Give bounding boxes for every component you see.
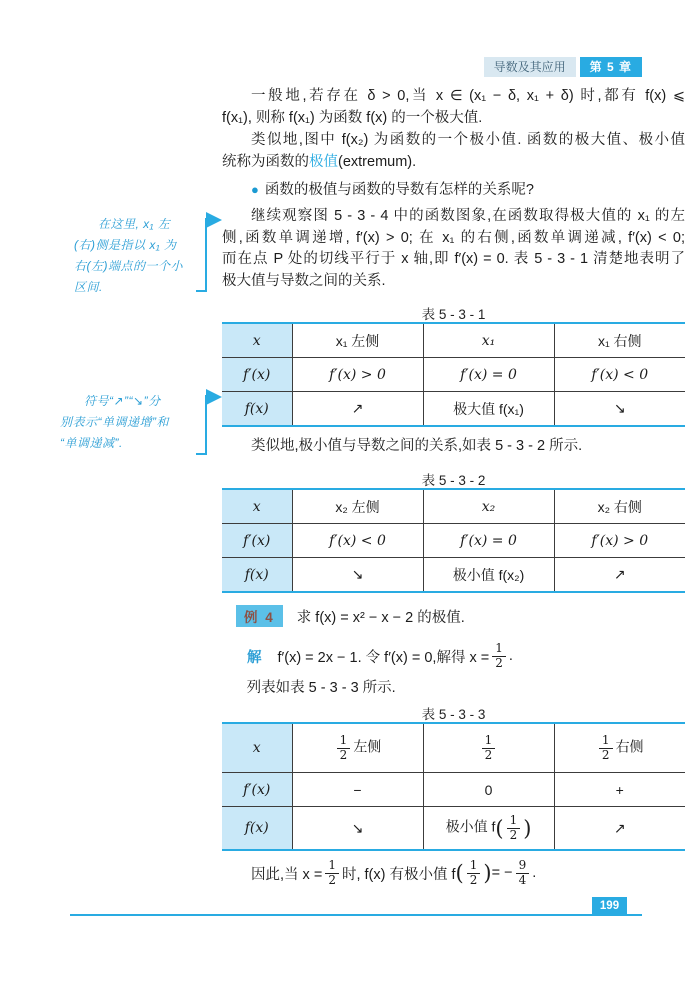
bullet-question-row <box>222 179 685 202</box>
margin-note-arrow-symbols <box>60 391 200 454</box>
table-caption: 表 5 - 3 - 3 <box>421 707 486 722</box>
down-trend-arrow-icon: ↘ <box>554 392 685 427</box>
note-bracket <box>196 218 207 292</box>
footer-rule <box>70 914 642 916</box>
minus-sign: − <box>292 773 423 807</box>
paragraph-table2-intro <box>222 436 685 458</box>
highlighted-term: 极值 <box>309 153 338 170</box>
close-paren: ) <box>523 816 532 841</box>
fraction-nine-fourths: $\frac{9}{4}$ <box>516 859 530 886</box>
table-5-3-2 <box>222 488 685 593</box>
table-cell: x <box>222 489 292 524</box>
table-cell: 0 <box>423 773 554 807</box>
conclusion-text: 因此,当 x = <box>251 866 323 883</box>
table-cell: f′(x) = 0 <box>423 524 554 558</box>
text-segment: 统称为函数的 <box>222 153 309 170</box>
table-cell: x₂ 左侧 <box>292 489 423 524</box>
conclusion-row <box>222 855 685 891</box>
table-caption: 表 5 - 3 - 1 <box>421 307 486 322</box>
table-cell: x₁ <box>423 323 554 358</box>
conclusion-text: = − <box>491 865 513 881</box>
fraction-one-half: $\frac{1}{2}$ <box>325 859 339 886</box>
note-line: 右(左)端点的一个小 <box>74 259 183 273</box>
table-cell <box>554 723 685 773</box>
table-cell: f′(x) <box>222 773 292 807</box>
table-cell: f′(x) = 0 <box>423 358 554 392</box>
page-number-badge: 199 <box>592 897 627 915</box>
min-value-label: 极小值 f <box>445 818 496 835</box>
up-trend-arrow-icon: ↗ <box>292 392 423 427</box>
text-line: 一般地,若存在 δ > 0,当 x ∈ (x₁ − δ, x₁ + δ) 时,都有 f(x) ⩽ <box>251 88 685 104</box>
text-line <box>222 152 685 174</box>
text-line: 类似地,图中 f(x₂) 为函数的一个极小值. 函数的极大值、极小值 <box>251 132 685 148</box>
table-5-3-3 <box>222 722 685 851</box>
header-section-label: 导数及其应用 <box>484 57 576 77</box>
paragraph-definition-maximum <box>222 86 685 129</box>
side-label: 右侧 <box>615 738 644 755</box>
solution-label: 解 <box>247 649 262 666</box>
solution-text: f′(x) = 2x − 1. 令 f′(x) = 0,解得 x = <box>277 649 490 666</box>
page-header <box>484 57 642 77</box>
fraction-one-half: $\frac{1}{2}$ <box>492 642 506 669</box>
example-statement: 求 f(x) = x² − x − 2 的极值. <box>296 609 465 626</box>
open-paren: ( <box>455 861 464 885</box>
table-cell: f′(x) < 0 <box>554 358 685 392</box>
example-badge: 例 4 <box>236 605 283 627</box>
fraction-one-half: $\frac{1}{2}$ <box>467 859 481 886</box>
note-line: (右)侧是指以 x₁ 为 <box>74 238 177 252</box>
table-cell: x <box>222 323 292 358</box>
up-trend-arrow-icon: ↗ <box>554 807 685 851</box>
bullet-icon: ● <box>251 182 259 197</box>
table-cell <box>292 723 423 773</box>
note-line: 区间. <box>74 280 103 294</box>
text-line: 极大值与导数之间的关系. <box>222 272 386 289</box>
table-cell: f(x) <box>222 807 292 851</box>
table-cell: f(x) <box>222 392 292 427</box>
table-cell <box>423 723 554 773</box>
table-cell: f′(x) <box>222 524 292 558</box>
conclusion-text: 时, f(x) 有极小值 f <box>341 866 456 883</box>
down-trend-arrow-icon: ↘ <box>292 807 423 851</box>
text-line: f(x₁), 则称 f(x₁) 为函数 f(x) 的一个极大值. <box>222 109 483 126</box>
text-line: 侧,函数单调递增, f′(x) > 0; 在 x₁ 的右侧,函数单调递减, f′(x) < 0; <box>222 229 685 246</box>
note-line: “单调递减”. <box>60 436 123 450</box>
table-cell: x₂ <box>423 489 554 524</box>
flag-icon <box>206 212 222 228</box>
note-line: 在这里, x₁ 左 <box>98 217 171 231</box>
text-segment: (extremum). <box>338 153 417 170</box>
table-cell: x₂ 右侧 <box>554 489 685 524</box>
table-5-3-1 <box>222 322 685 427</box>
text-line: 而在点 P 处的切线平行于 x 轴,即 f′(x) = 0. 表 5 - 3 - 1 清楚地表明了 <box>222 251 685 267</box>
table-cell: 极大值 f(x₁) <box>423 392 554 427</box>
fraction-one-half: $\frac{1}{2}$ <box>599 734 613 761</box>
table-cell: f′(x) < 0 <box>292 524 423 558</box>
table-cell: f′(x) <box>222 358 292 392</box>
fraction-one-half: $\frac{1}{2}$ <box>507 814 521 841</box>
table-cell: x₁ 右侧 <box>554 323 685 358</box>
down-trend-arrow-icon: ↘ <box>292 558 423 593</box>
side-label: 左侧 <box>353 738 382 755</box>
text-line: 继续观察图 5 - 3 - 4 中的函数图象,在函数取得极大值的 x₁ 的左 <box>251 208 685 224</box>
note-line: 符号“↗”“↘”分 <box>84 394 161 408</box>
table-cell: f(x) <box>222 558 292 593</box>
solution-text-end: . <box>508 648 513 664</box>
solution-row <box>222 638 685 674</box>
table-cell: f′(x) > 0 <box>292 358 423 392</box>
margin-note-side-definition <box>74 214 196 298</box>
flag-icon <box>206 389 222 405</box>
text-line: 列表如表 5 - 3 - 3 所示. <box>246 680 396 696</box>
question-text: 函数的极值与函数的导数有怎样的关系呢? <box>264 182 534 198</box>
note-line: 别表示“单调递增”和 <box>60 415 169 429</box>
paragraph-observation <box>222 206 685 292</box>
example-statement-row <box>222 605 685 627</box>
list-table-line <box>222 678 685 700</box>
text-line: 类似地,极小值与导数之间的关系,如表 5 - 3 - 2 所示. <box>251 438 583 454</box>
open-paren: ( <box>495 816 504 841</box>
plus-sign: + <box>554 773 685 807</box>
table-cell: f′(x) > 0 <box>554 524 685 558</box>
table-cell: 极小值 f(x₂) <box>423 558 554 593</box>
table-caption: 表 5 - 3 - 2 <box>421 473 486 488</box>
table-cell: x <box>222 723 292 773</box>
conclusion-text-end: . <box>532 865 537 881</box>
table-cell: x₁ 左侧 <box>292 323 423 358</box>
fraction-one-half: $\frac{1}{2}$ <box>337 734 351 761</box>
table-cell <box>423 807 554 851</box>
paragraph-definition-minimum <box>222 130 685 173</box>
up-trend-arrow-icon: ↗ <box>554 558 685 593</box>
fraction-one-half: $\frac{1}{2}$ <box>482 734 496 761</box>
header-chapter-badge: 第 5 章 <box>580 57 642 77</box>
close-paren: ) <box>483 861 492 885</box>
